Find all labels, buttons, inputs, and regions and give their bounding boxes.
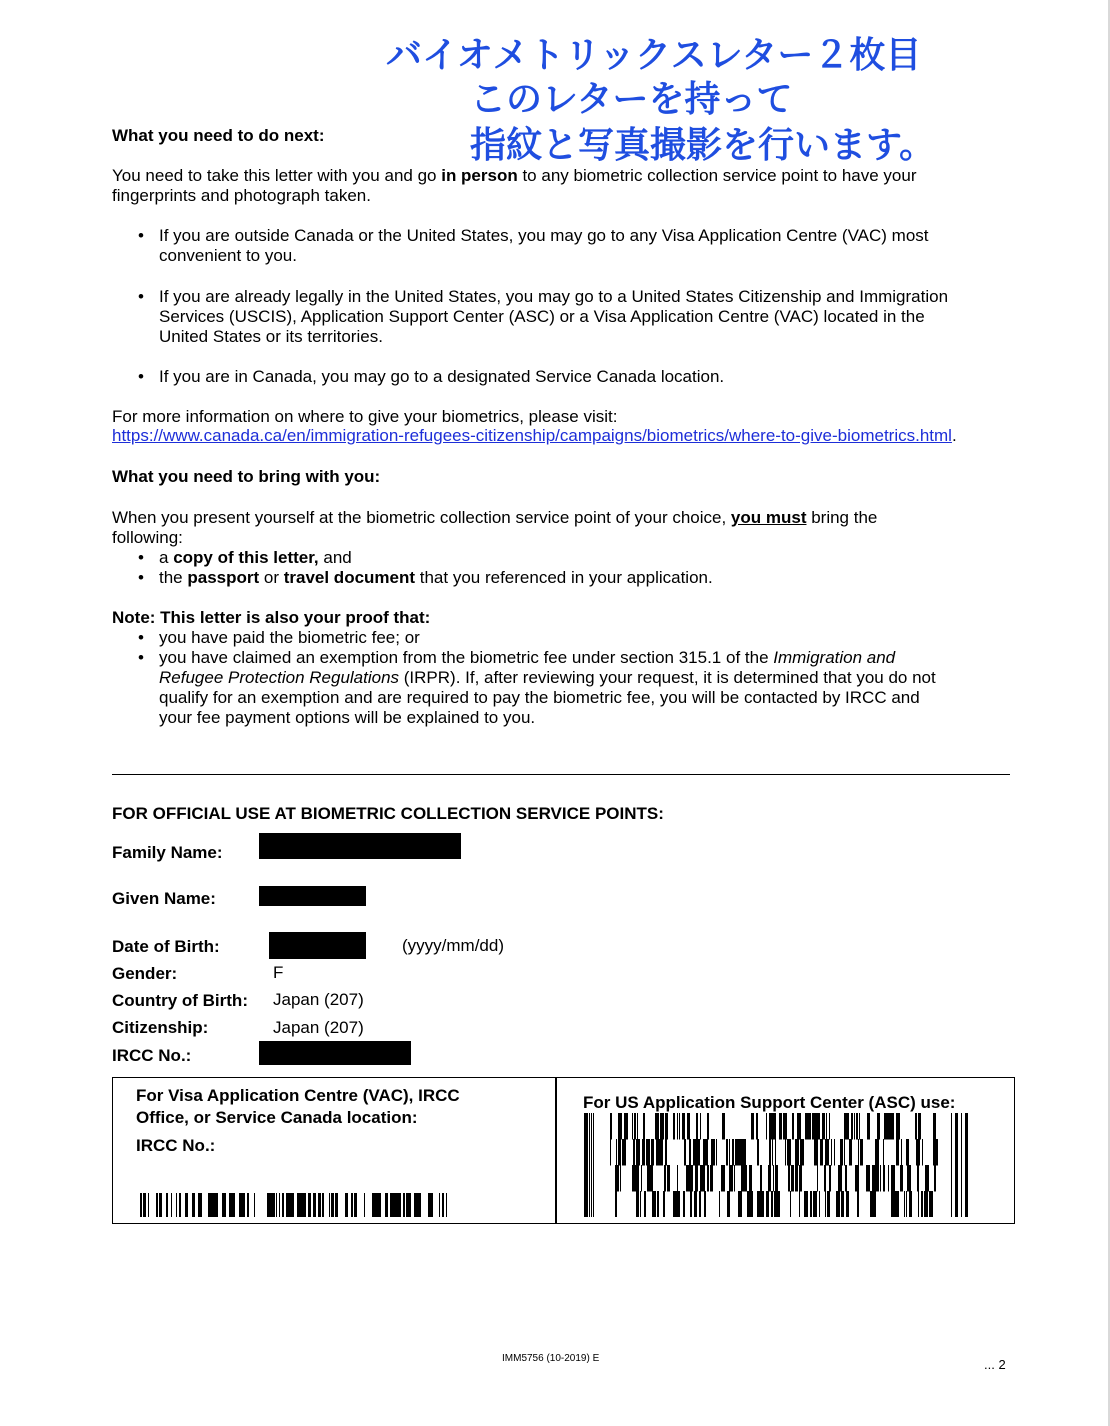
next-intro: You need to take this letter with you and go in person to any biometric collection service point to have your (112, 166, 917, 185)
barcode-module (714, 1139, 715, 1166)
bring-item2: the passport or travel document that you referenced in your application. (159, 568, 713, 587)
bullet-marker: • (138, 628, 144, 647)
barcode-module (651, 1139, 654, 1166)
barcode-module (891, 1191, 895, 1217)
barcode-module (656, 1139, 659, 1166)
barcode-module (667, 1165, 670, 1192)
barcode-module (867, 1113, 870, 1140)
dob-format: (yyyy/mm/dd) (402, 936, 504, 955)
barcode-module (841, 1191, 844, 1217)
ircc-no-label: IRCC No.: (112, 1046, 192, 1065)
barcode-module (659, 1139, 663, 1166)
official-heading: FOR OFFICIAL USE AT BIOMETRIC COLLECTION SERVICE POINTS: (112, 804, 664, 823)
barcode-module (816, 1113, 820, 1140)
section-divider (112, 774, 1010, 775)
barcode-module (693, 1139, 696, 1166)
barcode-module (775, 1139, 776, 1166)
bullet2-line3: United States or its territories. (159, 327, 383, 346)
bullet-marker: • (138, 367, 144, 386)
barcode-module (647, 1165, 649, 1192)
barcode-module (665, 1165, 666, 1192)
barcode-module (906, 1139, 909, 1166)
barcode-module (884, 1113, 888, 1140)
barcode-module (707, 1113, 709, 1140)
barcode-module (690, 1191, 692, 1217)
barcode-module (640, 1191, 641, 1217)
barcode-module (888, 1113, 889, 1140)
vac-box-line2: Office, or Service Canada location: (136, 1108, 418, 1127)
barcode-module (809, 1113, 811, 1140)
barcode-module (844, 1139, 845, 1166)
annotation-line-1: バイオメトリックスレター２枚目 (386, 35, 922, 76)
barcode-module (684, 1139, 686, 1166)
barcode-module (866, 1165, 870, 1192)
vac-box-line1: For Visa Application Centre (VAC), IRCC (136, 1086, 460, 1105)
barcode-module (741, 1165, 745, 1192)
barcode-module (652, 1191, 656, 1217)
barcode-module (701, 1165, 705, 1192)
barcode-module (790, 1191, 791, 1217)
pdf417-svg (584, 1113, 970, 1217)
bullet-marker: • (138, 548, 144, 567)
barcode-module (825, 1139, 829, 1166)
barcode-module (918, 1191, 919, 1217)
bullet-marker: • (138, 287, 144, 306)
barcode-module (657, 1191, 659, 1217)
country-of-birth-value: Japan (207) (273, 990, 364, 1009)
barcode-module (917, 1165, 919, 1192)
barcode-module (877, 1113, 880, 1140)
barcode-module (819, 1191, 820, 1217)
barcode-module (633, 1139, 635, 1166)
barcode-module (610, 1113, 612, 1140)
barcode-module (766, 1113, 767, 1140)
barcode-module (829, 1165, 831, 1192)
barcode-module (768, 1165, 771, 1192)
barcode-module (676, 1191, 680, 1217)
next-intro-line2: fingerprints and photograph taken. (112, 186, 371, 205)
annotation-line-3: 指紋と写真撮影を行います。 (470, 125, 936, 166)
note-item2-line4: your fee payment options will be explained to you. (159, 708, 536, 727)
barcode-module (822, 1113, 825, 1140)
bullet3: If you are in Canada, you may go to a designated Service Canada location. (159, 367, 725, 386)
barcode-module (769, 1113, 772, 1140)
barcode-module (916, 1139, 920, 1166)
barcode-module (854, 1113, 855, 1140)
barcode-module (824, 1165, 826, 1192)
bring-heading: What you need to bring with you: (112, 467, 381, 486)
barcode-module (643, 1139, 645, 1166)
barcode-module (642, 1139, 643, 1166)
barcode-module (704, 1139, 708, 1166)
barcode-module (726, 1139, 728, 1166)
barcode-module (610, 1139, 611, 1166)
barcode-module (620, 1165, 621, 1192)
barcode-module (732, 1139, 734, 1166)
barcode-module (965, 1113, 968, 1217)
bullet-marker: • (138, 226, 144, 245)
barcode-module (858, 1139, 859, 1166)
barcode-module (616, 1139, 617, 1166)
barcode-module (799, 1191, 800, 1217)
vac-box-ircc-label: IRCC No.: (136, 1136, 216, 1155)
next-heading: What you need to do next: (112, 126, 325, 145)
barcode-module (799, 1165, 802, 1192)
barcode-module (695, 1165, 698, 1192)
barcode-module (660, 1113, 664, 1140)
barcode-module (857, 1113, 858, 1140)
barcode-module (757, 1191, 760, 1217)
barcode-module (827, 1191, 830, 1217)
barcode-module (787, 1139, 791, 1166)
barcode-module (880, 1165, 881, 1192)
barcode-module (707, 1165, 709, 1192)
barcode-module (772, 1139, 773, 1166)
dob-label: Date of Birth: (112, 937, 220, 956)
barcode-module (682, 1113, 683, 1140)
barcode-module (951, 1113, 952, 1217)
barcode-module (665, 1139, 667, 1166)
barcode-module (900, 1165, 902, 1192)
barcode-module (687, 1113, 689, 1140)
barcode-module (836, 1191, 840, 1217)
barcode-module (891, 1165, 895, 1192)
barcode-module (893, 1113, 894, 1140)
barcode-module (884, 1165, 885, 1192)
barcode-module (838, 1165, 842, 1192)
barcode-module (760, 1165, 762, 1192)
biometrics-link[interactable]: https://www.canada.ca/en/immigration-refugees-citizenship/campaigns/biometrics/where-to-give-biometrics.html (112, 426, 952, 445)
barcode-module (846, 1113, 849, 1140)
bring-intro-line2: following: (112, 528, 183, 547)
barcode-module (769, 1139, 771, 1166)
barcode-module (643, 1113, 645, 1140)
barcode-module (851, 1113, 853, 1140)
bullet1-line2: convenient to you. (159, 246, 297, 265)
bullet2-line1: If you are already legally in the United States, you may go to a United States Citizenship and Immigration (159, 287, 949, 306)
barcode-module (747, 1191, 750, 1217)
note-item1: you have paid the biometric fee; or (159, 628, 420, 647)
barcode-module (872, 1165, 876, 1192)
barcode-module (727, 1191, 730, 1217)
barcode-module (615, 1191, 617, 1217)
dob-redaction (269, 932, 366, 959)
barcode-module (883, 1165, 884, 1192)
bullet2-line2: Services (USCIS), Application Support Center (ASC) or a Visa Application Centre (VAC) located in the (159, 307, 925, 326)
barcode-module (632, 1113, 633, 1140)
barcode-module (721, 1165, 725, 1192)
pdf417-barcode (584, 1113, 970, 1217)
bullet1-line1: If you are outside Canada or the United States, you may go to any Visa Application Centre (VAC) most (159, 226, 929, 245)
barcode-module (785, 1139, 786, 1166)
barcode-module (696, 1139, 700, 1166)
barcode-module (673, 1191, 676, 1217)
barcode-module (820, 1139, 823, 1166)
barcode-module (756, 1113, 758, 1140)
barcode-module (895, 1191, 899, 1217)
note-item2-line3: qualify for an exemption and are required to pay the biometric fee, you will be contacted by IRCC and (159, 688, 920, 707)
ircc-barcode (140, 1193, 452, 1217)
barcode-module (844, 1113, 846, 1140)
gender-label: Gender: (112, 964, 178, 983)
barcode-module (810, 1191, 812, 1217)
barcode-module (763, 1191, 764, 1217)
barcode-module (892, 1113, 893, 1140)
barcode-module (850, 1139, 852, 1166)
barcode-module (826, 1113, 827, 1140)
barcode-module (757, 1139, 759, 1166)
barcode-module (749, 1165, 752, 1192)
barcode-module (750, 1191, 753, 1217)
barcode-module (921, 1191, 923, 1217)
barcode-module (783, 1113, 787, 1140)
barcode-module (845, 1165, 847, 1192)
barcode-module (874, 1191, 876, 1217)
family-name-redaction (259, 833, 461, 859)
barcode-module (934, 1139, 938, 1166)
barcode-module (878, 1139, 879, 1166)
barcode-module (635, 1165, 639, 1192)
barcode-module (779, 1191, 780, 1217)
bring-intro: When you present yourself at the biometric collection service point of your choice, you must bring the (112, 508, 878, 527)
given-name-label: Given Name: (112, 889, 216, 908)
barcode-module (632, 1165, 635, 1192)
barcode-module (918, 1113, 921, 1140)
barcode-module (655, 1113, 659, 1140)
barcode-module (961, 1113, 962, 1217)
asc-box-title: For US Application Support Center (ASC) use: (583, 1093, 956, 1112)
barcode-module (694, 1191, 697, 1217)
barcode-module (591, 1113, 592, 1217)
barcode-module (739, 1139, 742, 1166)
barcode-module (795, 1139, 799, 1166)
barcode-module (615, 1165, 619, 1192)
barcode-module (804, 1191, 808, 1217)
barcode-module (722, 1113, 725, 1140)
barcode-module (775, 1191, 779, 1217)
barcode-module (772, 1113, 776, 1140)
barcode-module (624, 1113, 628, 1140)
barcode-module (795, 1165, 798, 1192)
barcode-module (901, 1139, 902, 1166)
barcode-module (800, 1139, 804, 1166)
barcode-module (817, 1165, 818, 1192)
barcode-module (689, 1113, 690, 1140)
barcode-module (634, 1113, 636, 1140)
barcode-module (856, 1113, 857, 1140)
barcode-module (677, 1165, 678, 1192)
annotation-line-2: このレターを持って (470, 79, 793, 120)
barcode-module (805, 1113, 809, 1140)
barcode-module (775, 1165, 778, 1192)
barcode-module (883, 1139, 884, 1166)
barcode-module (622, 1139, 626, 1166)
bullet-marker: • (138, 568, 144, 587)
barcode-module (849, 1139, 850, 1166)
barcode-module (677, 1113, 678, 1140)
barcode-module (814, 1139, 818, 1166)
barcode-module (637, 1113, 638, 1140)
barcode-module (742, 1139, 746, 1166)
barcode-module (710, 1165, 713, 1192)
barcode-module (907, 1165, 911, 1192)
barcode-module (934, 1165, 936, 1192)
given-name-redaction (259, 886, 366, 906)
barcode-module (589, 1113, 590, 1217)
barcode-module (716, 1139, 717, 1166)
barcode-module (700, 1113, 701, 1140)
barcode-module (620, 1139, 621, 1166)
barcode-module (751, 1113, 754, 1140)
barcode-module (878, 1165, 879, 1192)
barcode-module (699, 1191, 701, 1217)
barcode-module (840, 1139, 843, 1166)
citizenship-value: Japan (207) (273, 1018, 364, 1037)
barcode-module (641, 1165, 642, 1192)
barcode-module (889, 1113, 892, 1140)
barcode-module (906, 1191, 907, 1217)
country-of-birth-label: Country of Birth: (112, 991, 248, 1010)
barcode-module (703, 1139, 704, 1166)
barcode-module (825, 1191, 826, 1217)
barcode-module (664, 1165, 665, 1192)
citizenship-label: Citizenship: (112, 1018, 209, 1037)
barcode-module (902, 1165, 903, 1192)
barcode-module (888, 1165, 889, 1192)
barcode-module (760, 1191, 763, 1217)
barcode-module (673, 1113, 675, 1140)
barcode-module (922, 1139, 923, 1166)
barcode-module (689, 1139, 691, 1166)
barcode-module (719, 1191, 720, 1217)
barcode-module (855, 1165, 859, 1192)
barcode-module (738, 1191, 742, 1217)
barcode-module (593, 1113, 594, 1217)
barcode-module (689, 1165, 693, 1192)
barcode-module (797, 1113, 801, 1140)
barcode-module (846, 1191, 849, 1217)
barcode-module (729, 1165, 733, 1192)
barcode-module (686, 1165, 689, 1192)
barcode-module (860, 1139, 863, 1166)
barcode-module (618, 1113, 622, 1140)
barcode-module (649, 1165, 653, 1192)
barcode-module (791, 1165, 794, 1192)
page-number: ... 2 (984, 1357, 1006, 1372)
ircc-no-redaction (259, 1041, 411, 1065)
barcode-module (925, 1165, 929, 1192)
barcode-module (911, 1191, 912, 1217)
barcode-module (663, 1191, 665, 1217)
barcode-module (896, 1113, 900, 1140)
barcode-module (584, 1113, 588, 1217)
barcode-bar (451, 1193, 452, 1217)
barcode-module (636, 1139, 640, 1166)
biometrics-link-line: https://www.canada.ca/en/immigration-refugees-citizenship/campaigns/biometrics/where-to-give-biometrics.html. (112, 426, 957, 445)
barcode-module (788, 1165, 790, 1192)
barcode-module (909, 1191, 911, 1217)
barcode-module (745, 1165, 747, 1192)
note-item2-line1: you have claimed an exemption from the biometric fee under section 315.1 of the Immigration and (159, 648, 896, 667)
barcode-module (812, 1113, 816, 1140)
barcode-module (896, 1139, 899, 1166)
barcode-module (829, 1113, 830, 1140)
barcode-module (933, 1113, 936, 1140)
barcode-module (792, 1113, 794, 1140)
barcode-module (646, 1139, 650, 1166)
barcode-module (774, 1191, 775, 1217)
barcode-module (831, 1139, 832, 1166)
barcode-module (735, 1139, 739, 1166)
barcode-module (734, 1165, 735, 1192)
barcode-module (904, 1191, 905, 1217)
barcode-module (929, 1191, 933, 1217)
more-info: For more information on where to give your biometrics, please visit: (112, 407, 618, 426)
barcode-module (618, 1139, 620, 1166)
barcode-module (644, 1191, 646, 1217)
barcode-module (859, 1113, 860, 1140)
barcode-module (704, 1191, 706, 1217)
barcode-module (876, 1165, 878, 1192)
barcode-module (636, 1191, 639, 1217)
barcode-module (696, 1113, 698, 1140)
barcode-module (870, 1191, 874, 1217)
barcode-module (933, 1139, 934, 1166)
barcode-module (665, 1113, 668, 1140)
barcode-module (771, 1191, 773, 1217)
barcode-module (711, 1139, 714, 1166)
barcode-module (813, 1191, 817, 1217)
barcode-module (834, 1139, 835, 1166)
barcode-module (955, 1113, 958, 1217)
bullet-marker: • (138, 648, 144, 667)
barcode-module (924, 1191, 928, 1217)
bring-item1: a copy of this letter, and (159, 548, 352, 567)
barcode-module (679, 1113, 680, 1140)
barcode-module (683, 1113, 685, 1140)
barcode-module (729, 1139, 730, 1166)
gender-value: F (273, 963, 284, 982)
form-code: IMM5756 (10-2019) E (502, 1353, 600, 1364)
barcode-module (773, 1165, 774, 1192)
barcode-module (766, 1191, 769, 1217)
barcode-module (915, 1113, 917, 1140)
barcode-module (779, 1113, 782, 1140)
note-item2-line2: Refugee Protection Regulations (IRPR). If, after reviewing your request, it is determined that you do not (159, 668, 936, 687)
barcode-module (875, 1139, 878, 1166)
barcode-module (700, 1165, 701, 1192)
barcode-module (857, 1191, 859, 1217)
family-name-label: Family Name: (112, 843, 223, 862)
barcode-module (683, 1191, 685, 1217)
note-heading: Note: This letter is also your proof that: (112, 608, 431, 627)
